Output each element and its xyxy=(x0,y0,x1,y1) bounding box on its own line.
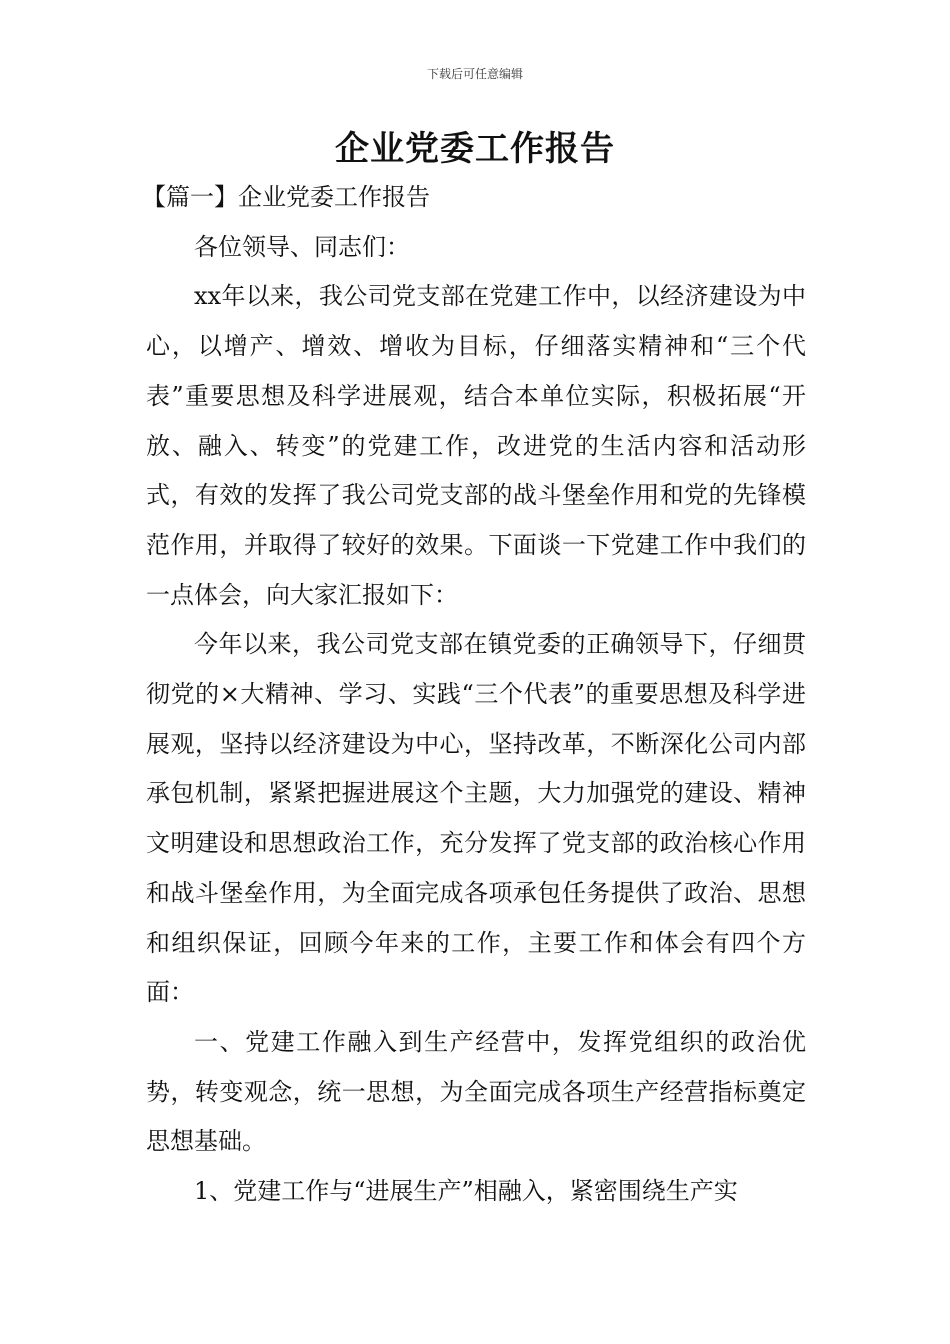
section-heading: 【篇一】企业党委工作报告 xyxy=(142,183,430,211)
paragraph-3: 一、党建工作融入到生产经营中，发挥党组织的政治优势，转变观念，统一思想，为全面完成各项生产经营指标奠定思想基础。 xyxy=(146,1027,806,1156)
document-title: 企业党委工作报告 xyxy=(335,129,615,169)
paragraph-salutation: 各位领导、同志们： xyxy=(194,232,410,261)
document-body xyxy=(142,173,806,1217)
paragraph-4: 1、党建工作与“进展生产”相融入，紧密围绕生产实 xyxy=(194,1177,738,1206)
paragraph-1: xx年以来，我公司党支部在党建工作中，以经济建设为中心，以增产、增效、增收为目标，仔细落实精神和“三个代表”重要思想及科学进展观，结合本单位实际，积极拓展“开放、融入、转变”的党建工作，改进党的生活内容和活动形式，有效的发挥了我公司党支部的战斗堡垒作用和党的先锋模范作用，并取得了较好的效果。下面谈一下党建工作中我们的一点体会，向大家汇报如下： xyxy=(146,282,806,609)
paragraph-2: 今年以来，我公司党支部在镇党委的正确领导下，仔细贯彻党的×大精神、学习、实践“三个代表”的重要思想及科学进展观，坚持以经济建设为中心，坚持改革，不断深化公司内部承包机制，紧紧把握进展这个主题，大力加强党的建设、精神文明建设和思想政治工作，充分发挥了党支部的政治核心作用和战斗堡垒作用，为全面完成各项承包任务提供了政治、思想和组织保证，回顾今年来的工作，主要工作和体会有四个方面： xyxy=(146,630,806,1007)
header-note: 下载后可任意编辑 xyxy=(426,67,523,81)
